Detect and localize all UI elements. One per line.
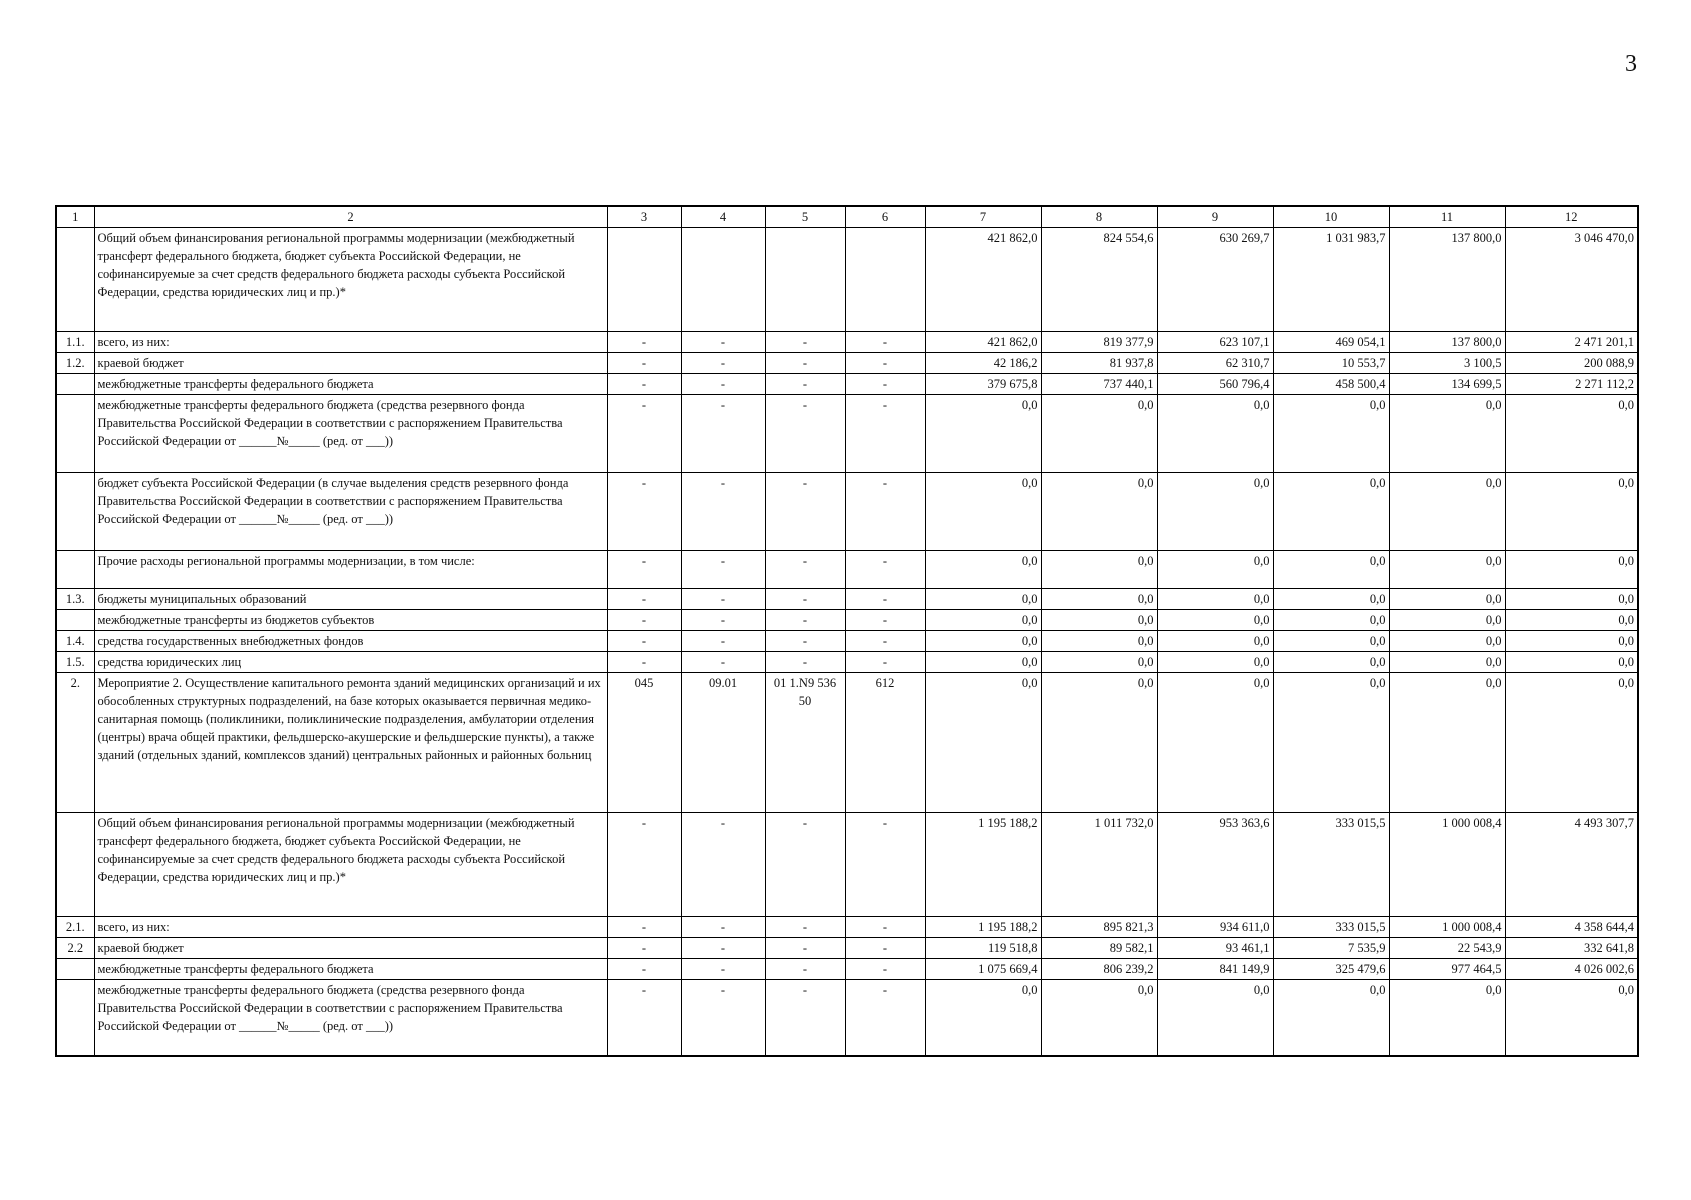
cell-code-4: -: [681, 551, 765, 589]
cell-value-9: 0,0: [1157, 631, 1273, 652]
table-row: [56, 332, 1638, 353]
cell-code-3: -: [607, 395, 681, 473]
cell-value-10: 0,0: [1273, 673, 1389, 813]
cell-value-11: 22 543,9: [1389, 938, 1505, 959]
cell-value-11: 137 800,0: [1389, 228, 1505, 332]
table-row: [56, 551, 1638, 589]
column-header: 12: [1505, 206, 1638, 228]
cell-value-12: 2 471 201,1: [1505, 332, 1638, 353]
cell-code-4: -: [681, 610, 765, 631]
cell-code-4: [681, 228, 765, 332]
table-row: [56, 652, 1638, 673]
cell-value-7: 1 075 669,4: [925, 959, 1041, 980]
cell-code-6: [845, 228, 925, 332]
cell-code-5: -: [765, 813, 845, 917]
row-description: всего, из них:: [94, 917, 607, 938]
column-header: 8: [1041, 206, 1157, 228]
column-header: 11: [1389, 206, 1505, 228]
cell-value-12: 0,0: [1505, 589, 1638, 610]
cell-code-3: -: [607, 917, 681, 938]
cell-value-9: 0,0: [1157, 551, 1273, 589]
cell-value-12: 0,0: [1505, 610, 1638, 631]
row-number: 2.: [56, 673, 94, 813]
cell-code-4: -: [681, 374, 765, 395]
cell-code-3: -: [607, 938, 681, 959]
column-header: 4: [681, 206, 765, 228]
table-row: [56, 959, 1638, 980]
cell-value-9: 0,0: [1157, 395, 1273, 473]
cell-value-8: 737 440,1: [1041, 374, 1157, 395]
cell-code-6: -: [845, 589, 925, 610]
row-number: [56, 473, 94, 551]
column-header: 6: [845, 206, 925, 228]
cell-value-9: 62 310,7: [1157, 353, 1273, 374]
cell-value-10: 7 535,9: [1273, 938, 1389, 959]
cell-value-9: 0,0: [1157, 652, 1273, 673]
cell-value-11: 1 000 008,4: [1389, 917, 1505, 938]
cell-value-9: 0,0: [1157, 589, 1273, 610]
table-row: [56, 395, 1638, 473]
row-description: межбюджетные трансферты федерального бюджета: [94, 959, 607, 980]
cell-value-8: 895 821,3: [1041, 917, 1157, 938]
cell-value-8: 0,0: [1041, 980, 1157, 1056]
cell-value-10: 0,0: [1273, 652, 1389, 673]
cell-code-4: -: [681, 938, 765, 959]
cell-code-3: -: [607, 473, 681, 551]
cell-value-11: 0,0: [1389, 673, 1505, 813]
cell-code-6: 612: [845, 673, 925, 813]
cell-value-11: 0,0: [1389, 631, 1505, 652]
row-description: краевой бюджет: [94, 353, 607, 374]
cell-code-4: -: [681, 473, 765, 551]
cell-value-11: 977 464,5: [1389, 959, 1505, 980]
cell-value-12: 4 358 644,4: [1505, 917, 1638, 938]
cell-value-8: 0,0: [1041, 589, 1157, 610]
cell-code-3: -: [607, 332, 681, 353]
cell-value-8: 819 377,9: [1041, 332, 1157, 353]
cell-value-9: 0,0: [1157, 473, 1273, 551]
cell-value-12: 0,0: [1505, 473, 1638, 551]
row-description: межбюджетные трансферты из бюджетов субъектов: [94, 610, 607, 631]
cell-value-8: 0,0: [1041, 652, 1157, 673]
cell-value-8: 0,0: [1041, 673, 1157, 813]
column-header: 3: [607, 206, 681, 228]
cell-value-7: 0,0: [925, 673, 1041, 813]
cell-value-10: 469 054,1: [1273, 332, 1389, 353]
row-number: 1.5.: [56, 652, 94, 673]
cell-code-3: -: [607, 589, 681, 610]
cell-value-10: 0,0: [1273, 610, 1389, 631]
cell-value-7: 421 862,0: [925, 228, 1041, 332]
cell-value-11: 3 100,5: [1389, 353, 1505, 374]
cell-value-12: 332 641,8: [1505, 938, 1638, 959]
row-number: [56, 959, 94, 980]
cell-value-11: 0,0: [1389, 652, 1505, 673]
cell-code-5: 01 1.N9 536 50: [765, 673, 845, 813]
cell-value-7: 0,0: [925, 980, 1041, 1056]
row-description: Мероприятие 2. Осуществление капитального ремонта зданий медицинских организаций и их обособленных структурных подразделений, на базе которых оказывается первичная медико-санитарная помощь (поликлиники, поликлинические подразделения, амбулатории отделения (центры) врача общей практики, фельдшерско-акушерские и фельдшерские пункты), а также зданий (отдельных зданий, комплексов зданий) центральных районных и районных больниц: [94, 673, 607, 813]
cell-code-6: -: [845, 938, 925, 959]
cell-value-8: 89 582,1: [1041, 938, 1157, 959]
cell-value-7: 421 862,0: [925, 332, 1041, 353]
cell-value-11: 0,0: [1389, 589, 1505, 610]
table-row: [56, 980, 1638, 1056]
cell-code-4: -: [681, 395, 765, 473]
cell-value-9: 934 611,0: [1157, 917, 1273, 938]
cell-code-6: -: [845, 917, 925, 938]
cell-code-4: -: [681, 332, 765, 353]
cell-value-11: 137 800,0: [1389, 332, 1505, 353]
table-row: [56, 673, 1638, 813]
cell-code-5: -: [765, 551, 845, 589]
cell-code-4: -: [681, 589, 765, 610]
row-description: всего, из них:: [94, 332, 607, 353]
cell-value-10: 458 500,4: [1273, 374, 1389, 395]
cell-code-5: [765, 228, 845, 332]
row-description: средства юридических лиц: [94, 652, 607, 673]
table-row: [56, 813, 1638, 917]
cell-code-3: -: [607, 353, 681, 374]
cell-code-6: -: [845, 813, 925, 917]
cell-code-6: -: [845, 959, 925, 980]
cell-value-7: 42 186,2: [925, 353, 1041, 374]
row-number: 2.1.: [56, 917, 94, 938]
cell-code-5: -: [765, 980, 845, 1056]
cell-code-4: -: [681, 353, 765, 374]
cell-code-6: -: [845, 395, 925, 473]
cell-value-11: 0,0: [1389, 395, 1505, 473]
table-row: [56, 353, 1638, 374]
cell-value-8: 81 937,8: [1041, 353, 1157, 374]
column-header: 7: [925, 206, 1041, 228]
cell-code-4: -: [681, 813, 765, 917]
cell-code-5: -: [765, 374, 845, 395]
cell-code-3: -: [607, 631, 681, 652]
cell-code-6: -: [845, 332, 925, 353]
cell-code-5: -: [765, 332, 845, 353]
table-row: [56, 589, 1638, 610]
cell-code-3: 045: [607, 673, 681, 813]
cell-code-3: -: [607, 980, 681, 1056]
cell-code-3: -: [607, 652, 681, 673]
column-header: 10: [1273, 206, 1389, 228]
row-number: 1.3.: [56, 589, 94, 610]
cell-value-9: 0,0: [1157, 673, 1273, 813]
cell-value-12: 4 026 002,6: [1505, 959, 1638, 980]
cell-value-12: 2 271 112,2: [1505, 374, 1638, 395]
row-number: 1.4.: [56, 631, 94, 652]
row-number: [56, 980, 94, 1056]
row-description: бюджет субъекта Российской Федерации (в случае выделения средств резервного фонда Правительства Российской Федерации в соответствии с распоряжением Правительства Российской Федерации от ______№_____ (ред. от ___)): [94, 473, 607, 551]
row-description: краевой бюджет: [94, 938, 607, 959]
cell-code-6: -: [845, 980, 925, 1056]
cell-value-7: 0,0: [925, 652, 1041, 673]
financing-table: [55, 205, 1639, 1057]
row-description: Прочие расходы региональной программы модернизации, в том числе:: [94, 551, 607, 589]
cell-value-12: 0,0: [1505, 395, 1638, 473]
row-description: Общий объем финансирования региональной программы модернизации (межбюджетный трансферт федерального бюджета, бюджет субъекта Российской Федерации, не софинансируемые за счет средств федерального бюджета расходы субъекта Российской Федерации, средства юридических лиц и пр.)*: [94, 228, 607, 332]
cell-value-8: 824 554,6: [1041, 228, 1157, 332]
cell-code-5: -: [765, 917, 845, 938]
cell-value-12: 0,0: [1505, 551, 1638, 589]
cell-code-3: -: [607, 959, 681, 980]
cell-value-9: 560 796,4: [1157, 374, 1273, 395]
cell-code-3: -: [607, 610, 681, 631]
cell-value-12: 4 493 307,7: [1505, 813, 1638, 917]
cell-code-4: -: [681, 959, 765, 980]
cell-value-7: 0,0: [925, 395, 1041, 473]
column-header: 9: [1157, 206, 1273, 228]
cell-value-8: 0,0: [1041, 395, 1157, 473]
table-row: [56, 473, 1638, 551]
cell-code-5: -: [765, 589, 845, 610]
cell-value-8: 0,0: [1041, 610, 1157, 631]
cell-value-7: 0,0: [925, 610, 1041, 631]
cell-value-12: 0,0: [1505, 631, 1638, 652]
column-header: 5: [765, 206, 845, 228]
row-number: 1.2.: [56, 353, 94, 374]
cell-code-3: [607, 228, 681, 332]
row-description: межбюджетные трансферты федерального бюджета (средства резервного фонда Правительства Российской Федерации в соответствии с распоряжением Правительства Российской Федерации от ______№_____ (ред. от ___)): [94, 980, 607, 1056]
cell-value-8: 0,0: [1041, 631, 1157, 652]
table-row: [56, 374, 1638, 395]
cell-value-10: 333 015,5: [1273, 813, 1389, 917]
cell-value-11: 0,0: [1389, 473, 1505, 551]
cell-value-11: 0,0: [1389, 610, 1505, 631]
cell-value-12: 0,0: [1505, 980, 1638, 1056]
row-number: [56, 374, 94, 395]
cell-value-10: 333 015,5: [1273, 917, 1389, 938]
cell-value-10: 0,0: [1273, 589, 1389, 610]
cell-value-7: 1 195 188,2: [925, 917, 1041, 938]
cell-code-5: -: [765, 473, 845, 551]
row-number: [56, 551, 94, 589]
cell-value-11: 134 699,5: [1389, 374, 1505, 395]
cell-code-3: -: [607, 813, 681, 917]
table-row: [56, 917, 1638, 938]
row-number: [56, 610, 94, 631]
cell-value-12: 0,0: [1505, 652, 1638, 673]
cell-value-8: 0,0: [1041, 551, 1157, 589]
cell-value-7: 0,0: [925, 589, 1041, 610]
column-header: 1: [56, 206, 94, 228]
cell-value-9: 0,0: [1157, 610, 1273, 631]
cell-value-12: 200 088,9: [1505, 353, 1638, 374]
table-row: [56, 610, 1638, 631]
table-row: [56, 631, 1638, 652]
cell-value-9: 0,0: [1157, 980, 1273, 1056]
row-description: бюджеты муниципальных образований: [94, 589, 607, 610]
cell-code-5: -: [765, 652, 845, 673]
cell-value-10: 0,0: [1273, 551, 1389, 589]
cell-value-10: 0,0: [1273, 395, 1389, 473]
cell-value-10: 0,0: [1273, 631, 1389, 652]
cell-value-8: 0,0: [1041, 473, 1157, 551]
cell-code-3: -: [607, 374, 681, 395]
column-header: 2: [94, 206, 607, 228]
cell-code-6: -: [845, 473, 925, 551]
cell-value-9: 841 149,9: [1157, 959, 1273, 980]
cell-code-4: 09.01: [681, 673, 765, 813]
cell-value-8: 1 011 732,0: [1041, 813, 1157, 917]
cell-code-4: -: [681, 631, 765, 652]
cell-value-12: 0,0: [1505, 673, 1638, 813]
cell-code-5: -: [765, 631, 845, 652]
cell-value-11: 0,0: [1389, 551, 1505, 589]
cell-value-7: 0,0: [925, 473, 1041, 551]
cell-code-3: -: [607, 551, 681, 589]
cell-value-7: 0,0: [925, 551, 1041, 589]
cell-code-5: -: [765, 395, 845, 473]
cell-value-10: 325 479,6: [1273, 959, 1389, 980]
table-row: [56, 228, 1638, 332]
row-number: 1.1.: [56, 332, 94, 353]
cell-value-10: 0,0: [1273, 980, 1389, 1056]
row-number: 2.2: [56, 938, 94, 959]
cell-value-7: 379 675,8: [925, 374, 1041, 395]
cell-value-12: 3 046 470,0: [1505, 228, 1638, 332]
cell-value-9: 953 363,6: [1157, 813, 1273, 917]
cell-code-6: -: [845, 631, 925, 652]
cell-value-10: 10 553,7: [1273, 353, 1389, 374]
cell-code-4: -: [681, 980, 765, 1056]
page-number: 3: [1625, 51, 1637, 77]
cell-value-9: 623 107,1: [1157, 332, 1273, 353]
cell-code-6: -: [845, 374, 925, 395]
row-number: [56, 813, 94, 917]
row-description: Общий объем финансирования региональной программы модернизации (межбюджетный трансферт федерального бюджета, бюджет субъекта Российской Федерации, не софинансируемые за счет средств федерального бюджета расходы субъекта Российской Федерации, средства юридических лиц и пр.)*: [94, 813, 607, 917]
cell-code-4: -: [681, 652, 765, 673]
cell-value-7: 1 195 188,2: [925, 813, 1041, 917]
row-description: средства государственных внебюджетных фондов: [94, 631, 607, 652]
cell-code-6: -: [845, 551, 925, 589]
cell-value-11: 0,0: [1389, 980, 1505, 1056]
cell-code-5: -: [765, 938, 845, 959]
cell-code-4: -: [681, 917, 765, 938]
cell-value-9: 630 269,7: [1157, 228, 1273, 332]
row-description: межбюджетные трансферты федерального бюджета: [94, 374, 607, 395]
cell-value-10: 1 031 983,7: [1273, 228, 1389, 332]
cell-value-9: 93 461,1: [1157, 938, 1273, 959]
table-row: [56, 938, 1638, 959]
row-number: [56, 395, 94, 473]
cell-value-7: 119 518,8: [925, 938, 1041, 959]
row-description: межбюджетные трансферты федерального бюджета (средства резервного фонда Правительства Российской Федерации в соответствии с распоряжением Правительства Российской Федерации от ______№_____ (ред. от ___)): [94, 395, 607, 473]
column-number-row: [56, 206, 1638, 228]
row-number: [56, 228, 94, 332]
cell-value-8: 806 239,2: [1041, 959, 1157, 980]
cell-code-6: -: [845, 652, 925, 673]
cell-code-5: -: [765, 353, 845, 374]
cell-code-5: -: [765, 959, 845, 980]
cell-value-10: 0,0: [1273, 473, 1389, 551]
cell-code-6: -: [845, 610, 925, 631]
cell-value-7: 0,0: [925, 631, 1041, 652]
cell-code-6: -: [845, 353, 925, 374]
cell-value-11: 1 000 008,4: [1389, 813, 1505, 917]
cell-code-5: -: [765, 610, 845, 631]
